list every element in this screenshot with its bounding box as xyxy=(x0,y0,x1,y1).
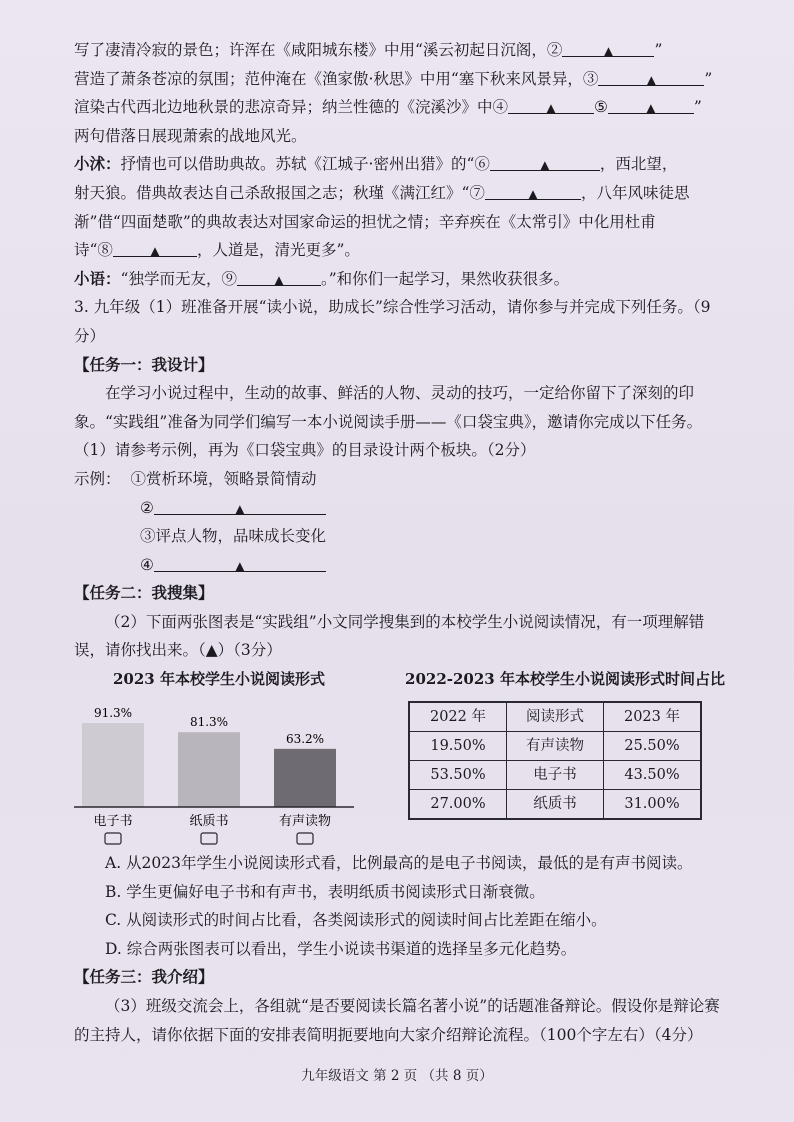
task-3-paragraph: （3）班级交流会上，各组就“是否要阅读长篇名著小说”的话题准备辩论。假设你是辩论赛的主持人，请你依据下面的安排表简明扼要地向大家介绍辩论流程。（100个字左右）（4分） xyxy=(74,997,720,1044)
answer-blank-7[interactable] xyxy=(485,181,581,200)
toc-example xyxy=(74,465,728,579)
toc-row-4 xyxy=(74,551,728,580)
text: 营造了萧条苍凉的氛围；范仲淹在《渔家傲·秋思》中用“塞下秋来风景异，③ xyxy=(74,69,599,88)
bar-category-label: 电子书 xyxy=(93,814,133,830)
table-cell: 19.50% xyxy=(409,732,507,761)
table-header-row xyxy=(409,702,701,732)
ebook-icon xyxy=(105,833,121,844)
table-row xyxy=(409,761,701,790)
option-c[interactable]: C. 从阅读形式的时间占比看，各类阅读形式的阅读时间占比差距在缩小。 xyxy=(105,911,607,930)
text: “独学而无友，⑨ xyxy=(120,269,237,288)
table-cell: 阅读形式 xyxy=(507,702,604,732)
task-1-question: （1）请参考示例，再为《口袋宝典》的目录设计两个板块。（2分） xyxy=(74,441,536,460)
question-3-intro: 3. 九年级（1）班准备开展“读小说，助成长”综合性学习活动，请你参与并完成下列任务。（9分） xyxy=(74,298,711,345)
text: ，西北望， xyxy=(599,155,678,174)
toc-row-1 xyxy=(74,465,728,494)
bar-category-label: 有声读物 xyxy=(278,814,332,830)
table-cell: 2022 年 xyxy=(409,702,507,732)
triangle-icon: ▲ xyxy=(646,72,656,87)
bar-纸质书 xyxy=(178,732,240,807)
answer-blank-9[interactable] xyxy=(237,267,321,286)
audio-icon xyxy=(297,833,313,844)
page-footer: 九年级语文 第 2 页 （共 8 页） xyxy=(301,1068,493,1084)
bar-chart-title: 2023 年本校学生小说阅读形式 xyxy=(113,670,325,689)
text: ” xyxy=(693,98,702,117)
table-cell: 纸质书 xyxy=(507,790,604,820)
answer-blank-toc-4[interactable] xyxy=(154,553,326,572)
text: ” xyxy=(704,69,713,88)
reading-time-table xyxy=(408,701,702,820)
toc-item-3: ③评点人物，品味成长变化 xyxy=(140,527,327,546)
triangle-icon: ▲ xyxy=(528,186,538,201)
table-cell: 43.50% xyxy=(604,761,702,790)
triangle-icon: ▲ xyxy=(150,244,160,259)
answer-blank-3[interactable] xyxy=(598,67,704,86)
task-1-heading: 【任务一：我设计】 xyxy=(74,354,214,374)
bar-category-label: 纸质书 xyxy=(189,814,229,830)
triangle-icon: ▲ xyxy=(546,101,556,116)
poem-line-7: 渐”借“四面楚歌”的典故表达对国家命运的担忧之情；辛弃疾在《太常引》中化用杜甫 xyxy=(74,212,656,231)
triangle-icon: ▲ xyxy=(274,272,284,287)
toc-row-2 xyxy=(74,494,728,523)
bar-chart xyxy=(74,689,364,845)
triangle-icon: ▲ xyxy=(646,101,656,116)
poem-line-8 xyxy=(74,236,728,265)
task-2-question: （2）下面两张图表是“实践组”小文同学搜集到的本校学生小说阅读情况，有一项理解错误，请你找出来。（▲）（3分） xyxy=(74,612,705,660)
poem-line-6 xyxy=(74,179,728,208)
answer-blank-6[interactable] xyxy=(490,152,600,171)
poem-line-2 xyxy=(74,65,728,94)
option-a[interactable]: A. 从2023年学生小说阅读形式看，比例最高的是电子书阅读，最低的是有声书阅读。 xyxy=(105,854,693,873)
text: 写了凄清冷寂的景色；许浑在《咸阳城东楼》中用“溪云初起日沉阁，② xyxy=(74,41,563,59)
poem-line-4: 两句借落日展现萧索的战地风光。 xyxy=(74,126,307,145)
toc-item-1: ①赏析环境，领略景简情动 xyxy=(130,469,317,488)
option-b[interactable]: B. 学生更偏好电子书和有声书，表明纸质书阅读形式日渐衰微。 xyxy=(105,882,545,901)
text: ” xyxy=(654,41,663,59)
poem-line-3 xyxy=(74,93,728,122)
text: ，人道是，清光更多”。 xyxy=(196,241,360,260)
answer-blank-2[interactable] xyxy=(562,38,654,57)
text: 射天狼。借典故表达自己杀敌报国之志；秋瑾《满江红》“⑦ xyxy=(74,183,485,202)
triangle-icon: ▲ xyxy=(603,44,614,58)
table-cell: 31.00% xyxy=(604,790,702,820)
bar-有声读物 xyxy=(274,749,336,807)
text: ⑤ xyxy=(594,98,608,117)
table-title: 2022-2023 年本校学生小说阅读形式时间占比 xyxy=(405,670,725,689)
bar-value-label: 91.3% xyxy=(93,706,133,721)
page-content xyxy=(74,36,728,1049)
table-cell: 有声读物 xyxy=(507,732,604,761)
task-2-heading: 【任务二：我搜集】 xyxy=(74,583,214,603)
toc-item-4: ④ xyxy=(140,555,154,574)
answer-blank-5[interactable] xyxy=(608,95,694,114)
bar-电子书 xyxy=(82,723,144,807)
charts-area xyxy=(74,669,728,849)
task-1-paragraph: 在学习小说过程中，生动的故事、鲜活的人物、灵动的技巧，一定给你留下了深刻的印象。“实践组”准备为同学们编写一本小说阅读手册——《口袋宝典》，邀请你完成以下任务。 xyxy=(74,384,703,431)
text: 渲染古代西北边地秋景的悲凉奇异；纳兰性德的《浣溪沙》中④ xyxy=(74,98,509,117)
poem-line-9 xyxy=(74,265,728,294)
table-row xyxy=(409,732,701,761)
table-cell: 25.50% xyxy=(604,732,702,761)
triangle-icon: ▲ xyxy=(235,558,245,573)
table-cell: 53.50% xyxy=(409,761,507,790)
task-3-heading: 【任务三：我介绍】 xyxy=(74,967,214,987)
answer-blank-toc-2[interactable] xyxy=(154,496,326,515)
poem-line-5 xyxy=(74,150,728,179)
option-d[interactable]: D. 综合两张图表可以看出，学生小说读书渠道的选择呈多元化趋势。 xyxy=(105,939,577,958)
triangle-icon: ▲ xyxy=(540,158,550,173)
table-row xyxy=(409,790,701,820)
text: 抒情也可以借助典故。苏轼《江城子·密州出猎》的“⑥ xyxy=(120,155,490,174)
speaker-label: 小语： xyxy=(74,268,121,288)
text: 。”和你们一起学习，果然收获很多。 xyxy=(320,269,570,288)
table-cell: 电子书 xyxy=(507,761,604,790)
table-cell: 2023 年 xyxy=(604,702,702,732)
book-icon xyxy=(201,833,217,844)
table-cell: 27.00% xyxy=(409,790,507,820)
poem-line-1 xyxy=(74,36,728,65)
bar-value-label: 81.3% xyxy=(189,715,229,730)
toc-row-3 xyxy=(74,522,728,551)
table-panel xyxy=(400,669,730,820)
bar-value-label: 63.2% xyxy=(285,731,325,746)
text: ，八年风味徒思 xyxy=(580,183,690,202)
example-label: 示例： xyxy=(74,469,121,488)
answer-blank-4[interactable] xyxy=(508,95,594,114)
answer-blank-8[interactable] xyxy=(113,238,197,257)
triangle-icon: ▲ xyxy=(235,501,245,516)
text: 诗“⑧ xyxy=(74,241,113,260)
bar-chart-panel xyxy=(74,669,364,849)
toc-item-2: ② xyxy=(140,498,154,517)
speaker-label: 小沭： xyxy=(74,154,121,174)
